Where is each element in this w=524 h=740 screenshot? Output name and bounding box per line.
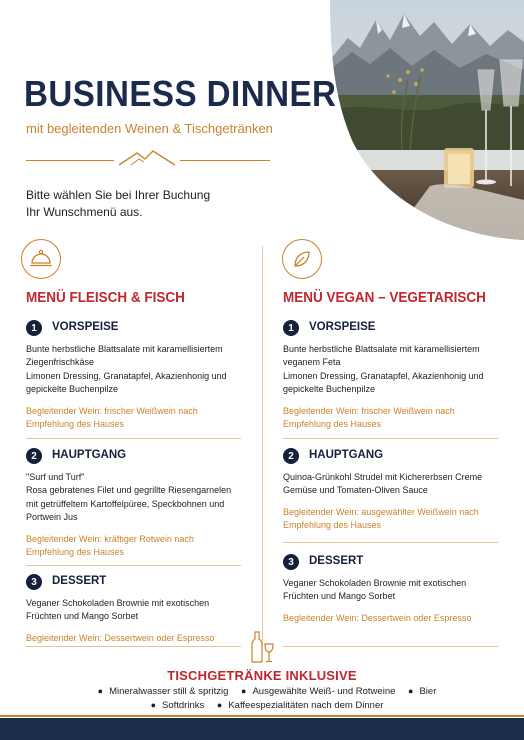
course-description [283, 577, 505, 625]
dish-line: Limonen Dressing, Granatapfel, Akazienhonig und [26, 370, 227, 381]
wine-line: Begleitender Wein: frischer Weißwein nach [283, 405, 455, 416]
dish-line: Quinoa-Grünkohl Strudel mit Kichererbsen Creme [283, 472, 483, 482]
course-description [26, 343, 248, 431]
wine-line: Begleitender Wein: Dessertwein oder Espresso [26, 632, 215, 643]
bullet: ● [150, 700, 156, 710]
footer-accent-line [0, 715, 524, 717]
dish-line: Limonen Dressing, Granatapfel, Akazienhonig und [283, 370, 484, 381]
course-separator [283, 438, 498, 439]
dish-line: Veganer Schokoladen Brownie mit exotischen [283, 578, 467, 588]
course-description [26, 597, 248, 645]
course-name: VORSPEISE [309, 321, 376, 333]
course-name: VORSPEISE [52, 321, 119, 333]
dish-line: Bunte herbstliche Blattsalate mit karamellisiertem [283, 344, 480, 354]
mountain-icon [117, 148, 177, 168]
intro-line: Ihr Wunschmenü aus. [26, 205, 143, 219]
title-divider-left [26, 160, 114, 161]
bullet: ● [97, 686, 104, 696]
course-separator [283, 542, 498, 543]
course-number: 2 [26, 448, 42, 464]
dish-line: Gemüse und Tomaten-Oliven Sauce [283, 485, 428, 496]
drink-item: Softdrinks [162, 700, 205, 711]
cloche-icon [21, 239, 61, 279]
course-separator [26, 565, 241, 566]
dish-line: "Surf und Turf" [26, 472, 85, 482]
wine-line: Empfehlung des Hauses [26, 419, 125, 430]
title-divider-right [180, 160, 270, 161]
course-description [283, 471, 505, 533]
drinks-divider-left [26, 646, 241, 647]
course-number: 3 [283, 554, 299, 570]
dish-line: gepickelte Buchenpilze [283, 384, 376, 395]
wine-line: Begleitender Wein: Dessertwein oder Espresso [283, 612, 472, 623]
course-number: 1 [283, 320, 299, 336]
drinks-divider-right [283, 646, 498, 647]
leaf-icon [282, 239, 322, 279]
dish-line: Bunte herbstliche Blattsalate mit karamellisiertem [26, 344, 223, 354]
course-description [26, 471, 248, 559]
bullet: ● [216, 700, 223, 710]
dish-line: Früchten und Mango Sorbet [26, 611, 139, 622]
column-divider [262, 246, 263, 646]
drink-item: Kaffeespezialitäten nach dem Dinner [228, 700, 384, 711]
bullet: ● [241, 686, 247, 696]
footer-bar [0, 718, 524, 740]
dish-line: Rosa gebratenes Filet und gegrillte Riesengarnelen [26, 485, 232, 496]
drinks-list-row [0, 700, 524, 711]
course-number: 3 [26, 574, 42, 590]
page-title: BUSINESS DINNER [24, 73, 337, 114]
dish-line: Veganer Schokoladen Brownie mit exotischen [26, 598, 210, 608]
course-name: DESSERT [309, 555, 364, 567]
page-subtitle: mit begleitenden Weinen & Tischgetränken [26, 121, 273, 136]
drink-item: Ausgewählte Weiß- und Rotweine [252, 686, 396, 697]
dish-line: Früchten und Mango Sorbet [283, 591, 396, 602]
dish-line: gepickelte Buchenpilze [26, 384, 119, 395]
dish-line: Ziegenfrischkäse [26, 357, 95, 368]
dish-line: Portwein Jus [26, 512, 78, 523]
wine-pairing [26, 405, 248, 432]
course-number: 1 [26, 320, 42, 336]
wine-pairing [283, 405, 505, 432]
drinks-title: TISCHGETRÄNKE INKLUSIVE [167, 668, 357, 683]
wine-line: Empfehlung des Hauses [283, 419, 382, 430]
drink-item: Mineralwasser still & spritzig [109, 686, 229, 697]
wine-pairing [26, 533, 248, 560]
drinks-list-row [0, 686, 524, 697]
course-name: DESSERT [52, 575, 107, 587]
dish-line: veganem Feta [283, 357, 341, 368]
course-separator [26, 438, 241, 439]
wine-line: Begleitender Wein: kräftiger Rotwein nach [26, 533, 194, 544]
wine-pairing [26, 632, 248, 645]
wine-line: Empfehlung des Hauses [283, 520, 382, 531]
wine-bottle-glass-icon [247, 630, 275, 664]
wine-line: Begleitender Wein: ausgewählter Weißwein nach [283, 506, 479, 517]
mountain-dinner-photo [330, 0, 524, 240]
menu-title-vegan-vegetarian: MENÜ VEGAN – VEGETARISCH [283, 290, 486, 306]
wine-line: Empfehlung des Hauses [26, 547, 125, 558]
drink-item: Bier [419, 686, 437, 697]
course-description [283, 343, 505, 431]
course-name: HAUPTGANG [52, 449, 127, 461]
bullet: ● [408, 686, 414, 696]
intro-text [26, 187, 210, 221]
course-number: 2 [283, 448, 299, 464]
wine-pairing [283, 612, 505, 625]
wine-pairing [283, 506, 505, 533]
dish-line: mit getrüffeltem Kartoffelpüree, Speckbohnen und [26, 498, 225, 509]
intro-line: Bitte wählen Sie bei Ihrer Buchung [26, 188, 211, 202]
menu-title-meat-fish: MENÜ FLEISCH & FISCH [26, 290, 185, 306]
course-name: HAUPTGANG [309, 449, 384, 461]
wine-line: Begleitender Wein: frischer Weißwein nach [26, 405, 198, 416]
